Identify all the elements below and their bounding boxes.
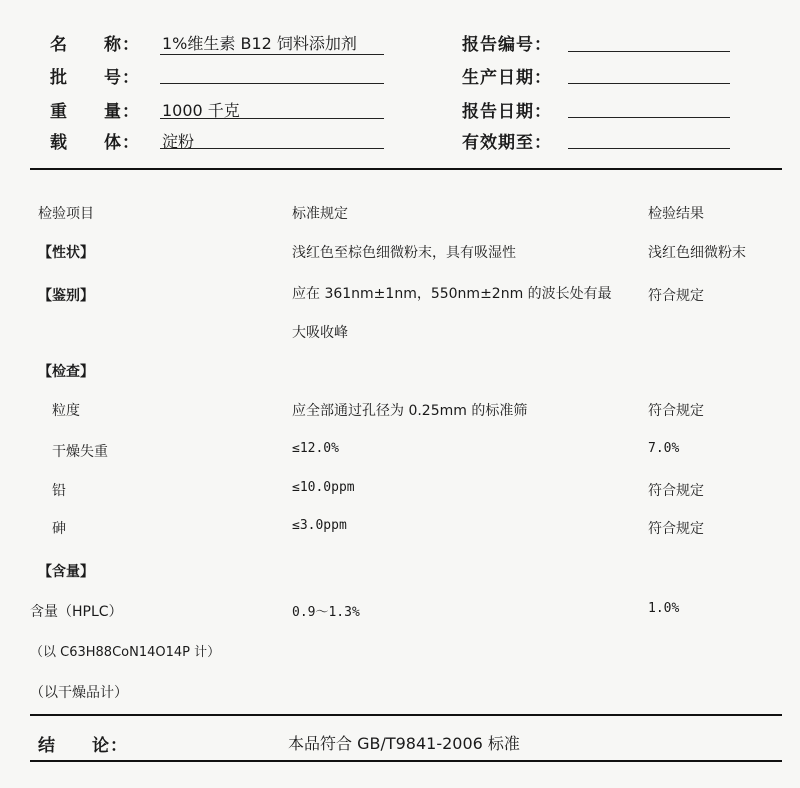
production-date-label: 生产日期： xyxy=(462,68,552,88)
row-item: 粒度 xyxy=(52,403,80,419)
expiry-underline xyxy=(568,148,730,149)
row-result: 浅红色细微粉末 xyxy=(648,245,746,261)
row-result: 符合规定 xyxy=(648,288,704,304)
header-divider xyxy=(30,168,782,170)
row-result: 1.0% xyxy=(648,601,680,616)
row-standard: 应全部通过孔径为 0.25mm 的标准筛 xyxy=(292,403,528,419)
report-no-underline xyxy=(568,51,730,52)
row-standard: 浅红色至棕色细微粉末，具有吸湿性 xyxy=(292,245,516,261)
bottom-divider xyxy=(30,760,782,762)
carrier-value: 淀粉 xyxy=(162,132,195,151)
row-item: 含量（HPLC） xyxy=(30,604,123,620)
conclusion-label: 结 论： xyxy=(38,736,128,756)
row-item: 干燥失重 xyxy=(52,444,108,460)
column-item: 检验项目 xyxy=(38,206,94,222)
row-standard: ≤10.0ppm xyxy=(292,480,355,495)
row-standard: 应在 361nm±1nm，550nm±2nm 的波长处有最 xyxy=(292,286,612,302)
name-value: 1%维生素 B12 饲料添加剂 xyxy=(162,34,357,53)
carrier-label: 载 体： xyxy=(50,133,140,153)
column-result: 检验结果 xyxy=(648,206,704,222)
batch-underline xyxy=(160,83,384,84)
formula-note: （以 C63H88CoN14O14P 计） xyxy=(30,645,221,660)
row-standard: ≤12.0% xyxy=(292,441,339,456)
name-label: 名 称： xyxy=(50,35,140,55)
row-item: 铅 xyxy=(52,483,66,499)
weight-value: 1000 千克 xyxy=(162,101,240,120)
name-underline xyxy=(160,54,384,55)
row-standard: 0.9～1.3% xyxy=(292,605,360,620)
row-standard: 大吸收峰 xyxy=(292,325,348,341)
dry-basis-note: （以干燥品计） xyxy=(30,685,128,701)
report-date-label: 报告日期： xyxy=(462,102,552,122)
expiry-label: 有效期至： xyxy=(462,133,552,153)
row-result: 7.0% xyxy=(648,441,680,456)
carrier-underline xyxy=(160,148,384,149)
row-item: 【含量】 xyxy=(38,564,94,580)
row-result: 符合规定 xyxy=(648,403,704,419)
weight-underline xyxy=(160,118,384,119)
weight-label: 重 量： xyxy=(50,102,140,122)
conclusion-value: 本品符合 GB/T9841-2006 标准 xyxy=(288,734,520,753)
row-result: 符合规定 xyxy=(648,521,704,537)
row-item: 【检查】 xyxy=(38,364,94,380)
row-result: 符合规定 xyxy=(648,483,704,499)
report-no-label: 报告编号： xyxy=(462,35,552,55)
column-standard: 标准规定 xyxy=(292,206,348,222)
row-item: 【性状】 xyxy=(38,245,94,261)
conclusion-divider xyxy=(30,714,782,716)
report-date-underline xyxy=(568,117,730,118)
row-standard: ≤3.0ppm xyxy=(292,518,347,533)
batch-label: 批 号： xyxy=(50,68,140,88)
row-item: 砷 xyxy=(52,521,66,537)
production-date-underline xyxy=(568,83,730,84)
row-item: 【鉴别】 xyxy=(38,288,94,304)
